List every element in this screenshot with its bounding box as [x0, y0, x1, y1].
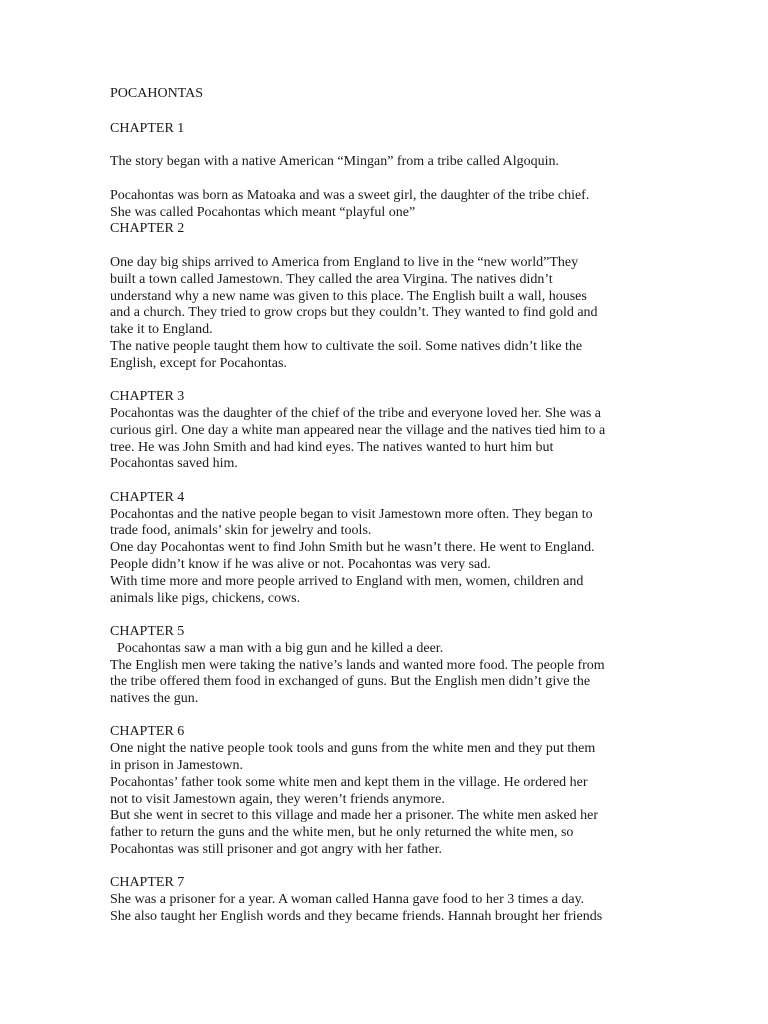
chapter-4-text-line: People didn’t know if he was alive or not. Pocahontas was very sad.	[110, 557, 491, 572]
chapter-2-text-line: take it to England.	[110, 322, 213, 337]
chapter-2-text-line: The native people taught them how to cultivate the soil. Some natives didn’t like the	[110, 339, 583, 354]
chapter-3-text-line: Pocahontas was the daughter of the chief of the tribe and everyone loved her. She was a	[110, 406, 601, 421]
chapter-3-heading: CHAPTER 3	[110, 389, 185, 404]
chapter-3-text-line: curious girl. One day a white man appeared near the village and the natives tied him to a	[110, 423, 606, 438]
chapter-7-text-line: She was a prisoner for a year. A woman called Hanna gave food to her 3 times a day.	[110, 892, 585, 907]
document-title: POCAHONTAS	[110, 86, 204, 101]
chapter-2-text-line: built a town called Jamestown. They called the area Virgina. The natives didn’t	[110, 272, 553, 287]
chapter-4-text-line: Pocahontas and the native people began to visit Jamestown more often. They began to	[110, 507, 593, 522]
chapter-5-heading: CHAPTER 5	[110, 624, 185, 639]
chapter-7-heading: CHAPTER 7	[110, 875, 185, 890]
chapter-5-text-line: the tribe offered them food in exchanged of guns. But the English men didn’t give the	[110, 674, 591, 689]
chapter-6-text-line: But she went in secret to this village and made her a prisoner. The white men asked her	[110, 808, 599, 823]
chapter-4-text-line: trade food, animals’ skin for jewelry and tools.	[110, 523, 372, 538]
chapter-1-text-line: Pocahontas was born as Matoaka and was a sweet girl, the daughter of the tribe chief.	[110, 188, 590, 203]
chapter-2-text-line: English, except for Pocahontas.	[110, 356, 287, 371]
chapter-4-text-line: One day Pocahontas went to find John Smith but he wasn’t there. He went to England.	[110, 540, 595, 555]
chapter-1-heading: CHAPTER 1	[110, 121, 185, 136]
chapter-2-text-line: and a church. They tried to grow crops but they couldn’t. They wanted to find gold and	[110, 305, 598, 320]
chapter-4-text-line: With time more and more people arrived to England with men, women, children and	[110, 574, 584, 589]
chapter-2-text-line: understand why a new name was given to this place. The English built a wall, houses	[110, 289, 587, 304]
chapter-2-heading: CHAPTER 2	[110, 221, 185, 236]
chapter-1-text-line: She was called Pocahontas which meant “playful one”	[110, 205, 416, 220]
chapter-4-heading: CHAPTER 4	[110, 490, 185, 505]
chapter-2-text-line: One day big ships arrived to America from England to live in the “new world”They	[110, 255, 579, 270]
chapter-4-text-line: animals like pigs, chickens, cows.	[110, 591, 301, 606]
chapter-3-text-line: Pocahontas saved him.	[110, 456, 238, 471]
chapter-5-text-line: natives the gun.	[110, 691, 199, 706]
chapter-6-heading: CHAPTER 6	[110, 724, 185, 739]
chapter-3-text-line: tree. He was John Smith and had kind eyes. The natives wanted to hurt him but	[110, 440, 554, 455]
chapter-6-text-line: in prison in Jamestown.	[110, 758, 243, 773]
chapter-6-text-line: Pocahontas was still prisoner and got angry with her father.	[110, 842, 443, 857]
chapter-1-text-line: The story began with a native American “Mingan” from a tribe called Algoquin.	[110, 154, 560, 169]
chapter-7-text-line: She also taught her English words and they became friends. Hannah brought her friends	[110, 909, 603, 924]
chapter-5-text-line: The English men were taking the native’s lands and wanted more food. The people from	[110, 658, 605, 673]
chapter-6-text-line: Pocahontas’ father took some white men and kept them in the village. He ordered her	[110, 775, 588, 790]
chapter-5-text-line: Pocahontas saw a man with a big gun and he killed a deer.	[110, 641, 444, 656]
chapter-6-text-line: One night the native people took tools and guns from the white men and they put them	[110, 741, 596, 756]
chapter-6-text-line: father to return the guns and the white men, but he only returned the white men, so	[110, 825, 574, 840]
chapter-6-text-line: not to visit Jamestown again, they weren’t friends anymore.	[110, 792, 445, 807]
